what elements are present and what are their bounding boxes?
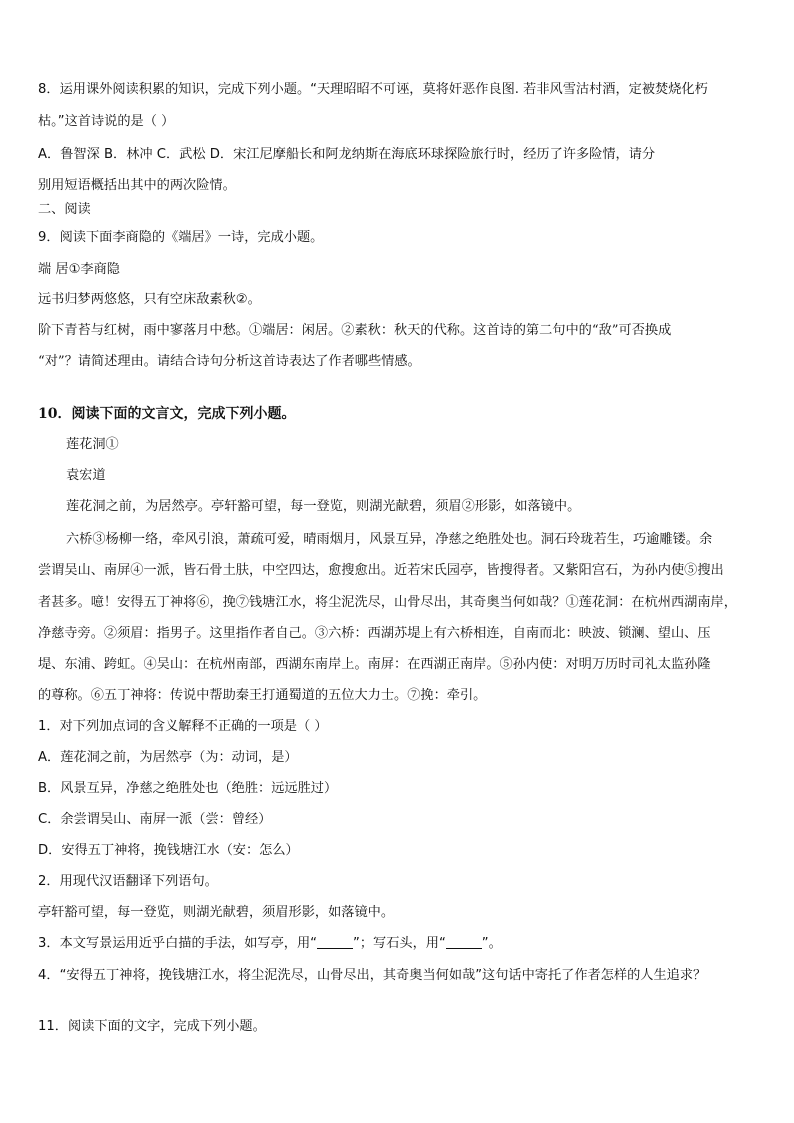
q8-line1: 8．运用课外阅读积累的知识，完成下列小题。“天理昭昭不可诬，莫将奸恶作良图. 若非风雪沽村酒，定被焚烧化朽 [38, 82, 708, 97]
q10-option-b: B．风景互异，净慈之绝胜处也（绝胜：远远胜过） [38, 781, 338, 796]
q10-option-d: D．安得五丁神将，挽钱塘江水（安：怎么） [38, 843, 299, 858]
q9-poem-line2: 阶下青苔与红树，雨中寥落月中愁。①端居：闲居。②素秋：秋天的代称。这首诗的第二句中的“敌”可否换成 [38, 323, 672, 338]
q10-paragraph2-line: 尝谓吴山、南屏④一派，皆石骨土肤，中空四达，愈搜愈出。近若宋氏园亭，皆搜得者。又紫阳宫石，为孙内使⑤搜出 [38, 563, 724, 578]
q10-sub3-part3: ”。 [481, 936, 502, 951]
q10-paragraph2-line: 者甚多。噫！安得五丁神将⑥，挽⑦钱塘江水，将尘泥洗尽，山骨尽出，其奇奥当何如哉？①莲花洞：在杭州西湖南岸， [38, 595, 737, 610]
q9-poem-line1: 远书归梦两悠悠，只有空床敌素秋②。 [38, 292, 261, 307]
answer-blank [317, 934, 353, 949]
q10-paragraph2-line: 六桥③杨柳一络，牵风引浪，萧疏可爱，晴雨烟月，风景互异，净慈之绝胜处也。洞石玲珑若生，巧逾雕镂。余 [66, 532, 713, 547]
q10-sub2: 2．用现代汉语翻译下列语句。 [38, 874, 218, 889]
q10-paragraph2-line: 净慈寺旁。②须眉：指男子。这里指作者自己。③六桥：西湖苏堤上有六桥相连，自南而北：映波、锁澜、望山、压 [38, 626, 711, 641]
q10-sub1: 1．对下列加点词的含义解释不正确的一项是（ ） [38, 719, 328, 734]
q10-sub3 [38, 934, 758, 954]
q10-option-a: A．莲花洞之前，为居然亭（为：动词，是） [38, 750, 298, 765]
q9-poem-title: 端 居①李商隐 [38, 262, 120, 277]
q8-line4: 别用短语概括出其中的两次险情。 [38, 178, 236, 193]
q10-sub4: 4．“安得五丁神将，挽钱塘江水，将尘泥洗尽，山骨尽出，其奇奥当何如哉”这句话中寄托了作者怎样的人生追求？ [38, 968, 707, 983]
q10-paragraph1: 莲花洞之前，为居然亭。亭轩豁可望，每一登览，则湖光献碧，须眉②形影，如落镜中。 [66, 499, 581, 514]
q10-text-title: 莲花洞① [66, 437, 119, 452]
q8-line2: 枯。”这首诗说的是（ ） [38, 114, 175, 129]
q10-paragraph2-line: 的尊称。⑥五丁神将：传说中帮助秦王打通蜀道的五位大力士。⑦挽：牵引。 [38, 688, 487, 703]
q10-heading: 10．阅读下面的文言文，完成下列小题。 [38, 406, 296, 422]
q10-author: 袁宏道 [66, 468, 106, 483]
q11-heading: 11．阅读下面的文字，完成下列小题。 [38, 1019, 266, 1034]
q9-poem-line3: “对”？请简述理由。请结合诗句分析这首诗表达了作者哪些情感。 [38, 354, 421, 369]
answer-blank [446, 934, 482, 949]
q10-sub3-part2: ”；写石头，用“ [352, 936, 446, 951]
q9-line1: 9．阅读下面李商隐的《端居》一诗，完成小题。 [38, 230, 324, 245]
q10-sub2-sentence: 亭轩豁可望，每一登览，则湖光献碧，须眉形影，如落镜中。 [38, 905, 395, 920]
q10-option-c: C．余尝谓吴山、南屏一派（尝：曾经） [38, 812, 272, 827]
q10-sub3-part1: 3．本文写景运用近乎白描的手法，如写亭，用“ [38, 936, 317, 951]
q8-options: A．鲁智深 B．林冲 C．武松 D．宋江尼摩船长和阿龙纳斯在海底环球探险旅行时，经历了许多险情，请分 [38, 147, 656, 162]
q10-paragraph2-line: 堤、东浦、跨虹。④吴山：在杭州南部，西湖东南岸上。南屏：在西湖正南岸。⑤孙内使：对明万历时司礼太监孙隆 [38, 657, 711, 672]
section-heading: 二、阅读 [38, 202, 91, 217]
